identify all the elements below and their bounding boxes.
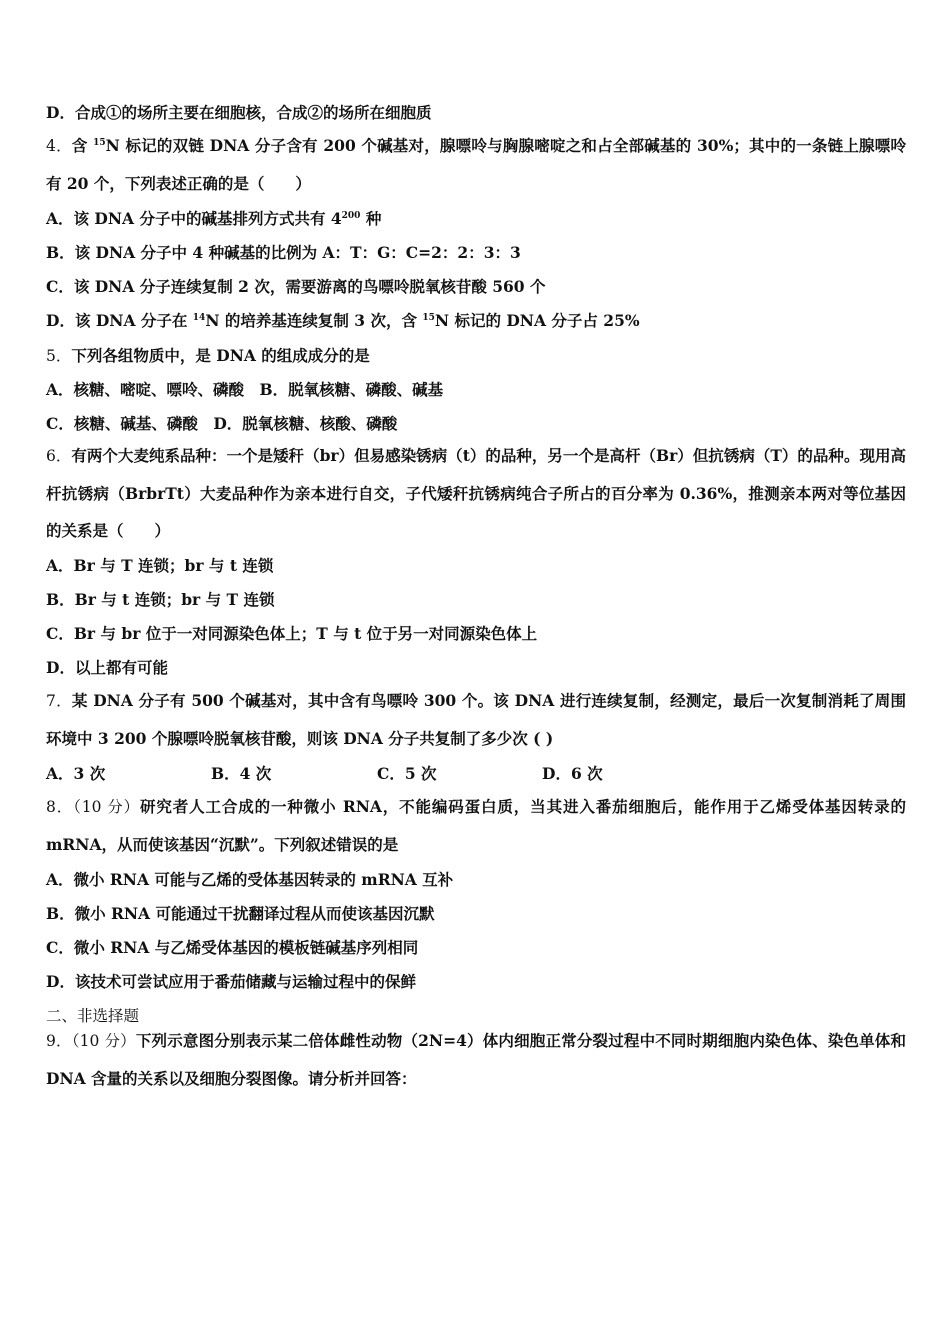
q4-option-a-text: A．该 DNA 分子中的碱基排列方式共有 4: [46, 209, 342, 228]
q5-options-ab: A．核糖、嘧啶、嘌呤、磷酸 B．脱氧核糖、磷酸、碱基: [46, 380, 444, 399]
q8-option-c: C．微小 RNA 与乙烯受体基因的模板链碱基序列相同: [46, 938, 419, 957]
question-6-number: 6．: [46, 447, 72, 465]
q4-option-d-sup-14: 14: [192, 313, 206, 323]
question-9-stem: 下列示意图分别表示某二倍体雌性动物（2N=4）体内细胞正常分裂过程中不同时期细胞内染色体、染色单体和 DNA 含量的关系以及细胞分裂图像。请分析并回答：: [46, 1031, 906, 1088]
q4-option-d-text-c: N 标记的 DNA 分子占 25%: [434, 311, 640, 330]
question-4-sup-15: 15: [93, 138, 106, 148]
q8-option-a: A．微小 RNA 可能与乙烯的受体基因转录的 mRNA 互补: [46, 870, 454, 889]
q4-option-a-tail: 种: [360, 209, 382, 228]
question-9-number: 9．（10 分）: [46, 1032, 136, 1050]
q7-option-b: B．4 次: [211, 764, 272, 783]
q4-option-c: C．该 DNA 分子连续复制 2 次，需要游离的鸟嘌呤脱氧核苷酸 560 个: [46, 277, 546, 296]
question-5: [46, 344, 370, 366]
question-4-number: 4．: [46, 137, 72, 155]
question-6-stem: 有两个大麦纯系品种：一个是矮秆（br）但易感染锈病（t）的品种，另一个是高杆（Br）但抗锈病（T）的品种。现用高杆抗锈病（BrbrTt）大麦品种作为亲本进行自交，子代矮秆抗锈病纯合子所占的百分率为 0.36%，推测亲本两对等位基因的关系是（ ）: [46, 446, 906, 540]
question-8-stem: 研究者人工合成的一种微小 RNA，不能编码蛋白质，当其进入番茄细胞后，能作用于乙烯受体基因转录的 mRNA，从而使该基因“沉默”。下列叙述错误的是: [46, 797, 906, 854]
q7-option-a: A．3 次: [46, 764, 106, 783]
q7-option-d: D．6 次: [542, 764, 603, 783]
question-5-stem: 下列各组物质中，是 DNA 的组成成分的是: [71, 346, 370, 365]
question-4-stem-b: N 标记的双链 DNA 分子含有 200 个碱基对，腺嘌呤与胸腺嘧啶之和占全部碱基的 30%；其中的一条链上腺嘌呤有 20 个，下列表述正确的是（ ）: [46, 136, 906, 193]
q5-options-cd: C．核糖、碱基、磷酸 D．脱氧核糖、核酸、磷酸: [46, 414, 398, 433]
q7-option-c: C．5 次: [377, 764, 437, 783]
q7-options: [46, 762, 603, 784]
q4-option-d-sup-15: 15: [422, 313, 435, 323]
q4-option-d-text-b: N 的培养基连续复制 3 次，含: [205, 311, 423, 330]
q4-option-d: [46, 309, 640, 331]
q6-option-c: C．Br 与 br 位于一对同源染色体上；T 与 t 位于另一对同源染色体上: [46, 624, 538, 643]
q8-option-b: B．微小 RNA 可能通过干扰翻译过程从而使该基因沉默: [46, 904, 435, 923]
q4-option-a-sup: 200: [341, 211, 361, 221]
q3-option-d: D．合成①的场所主要在细胞核，合成②的场所在细胞质: [46, 103, 432, 122]
q6-option-b: B．Br 与 t 连锁；br 与 T 连锁: [46, 590, 275, 609]
q4-option-d-text-a: D．该 DNA 分子在: [46, 311, 193, 330]
q6-option-a: A．Br 与 T 连锁；br 与 t 连锁: [46, 556, 274, 575]
q8-option-d: D．该技术可尝试应用于番茄储藏与运输过程中的保鲜: [46, 972, 416, 991]
question-4-stem-a: 含: [71, 136, 94, 155]
question-7-stem: 某 DNA 分子有 500 个碱基对，其中含有鸟嘌呤 300 个。该 DNA 进行连续复制，经测定，最后一次复制消耗了周围环境中 3 200 个腺嘌呤脱氧核苷酸，则该 DNA 分子共复制了多少次 ( ): [46, 691, 906, 748]
question-7: [46, 682, 906, 757]
question-8: [46, 788, 906, 863]
question-5-number: 5．: [46, 347, 72, 365]
question-7-number: 7．: [46, 692, 72, 710]
question-6: [46, 437, 906, 549]
q6-option-d: D．以上都有可能: [46, 658, 168, 677]
question-9: [46, 1022, 906, 1097]
question-8-number: 8．（10 分）: [46, 798, 141, 816]
section-heading: 二、非选择题: [46, 1007, 140, 1025]
q4-option-b: B．该 DNA 分子中 4 种碱基的比例为 A：T：G：C=2：2：3：3: [46, 243, 521, 262]
question-4: [46, 127, 906, 202]
q4-option-a: [46, 207, 381, 229]
